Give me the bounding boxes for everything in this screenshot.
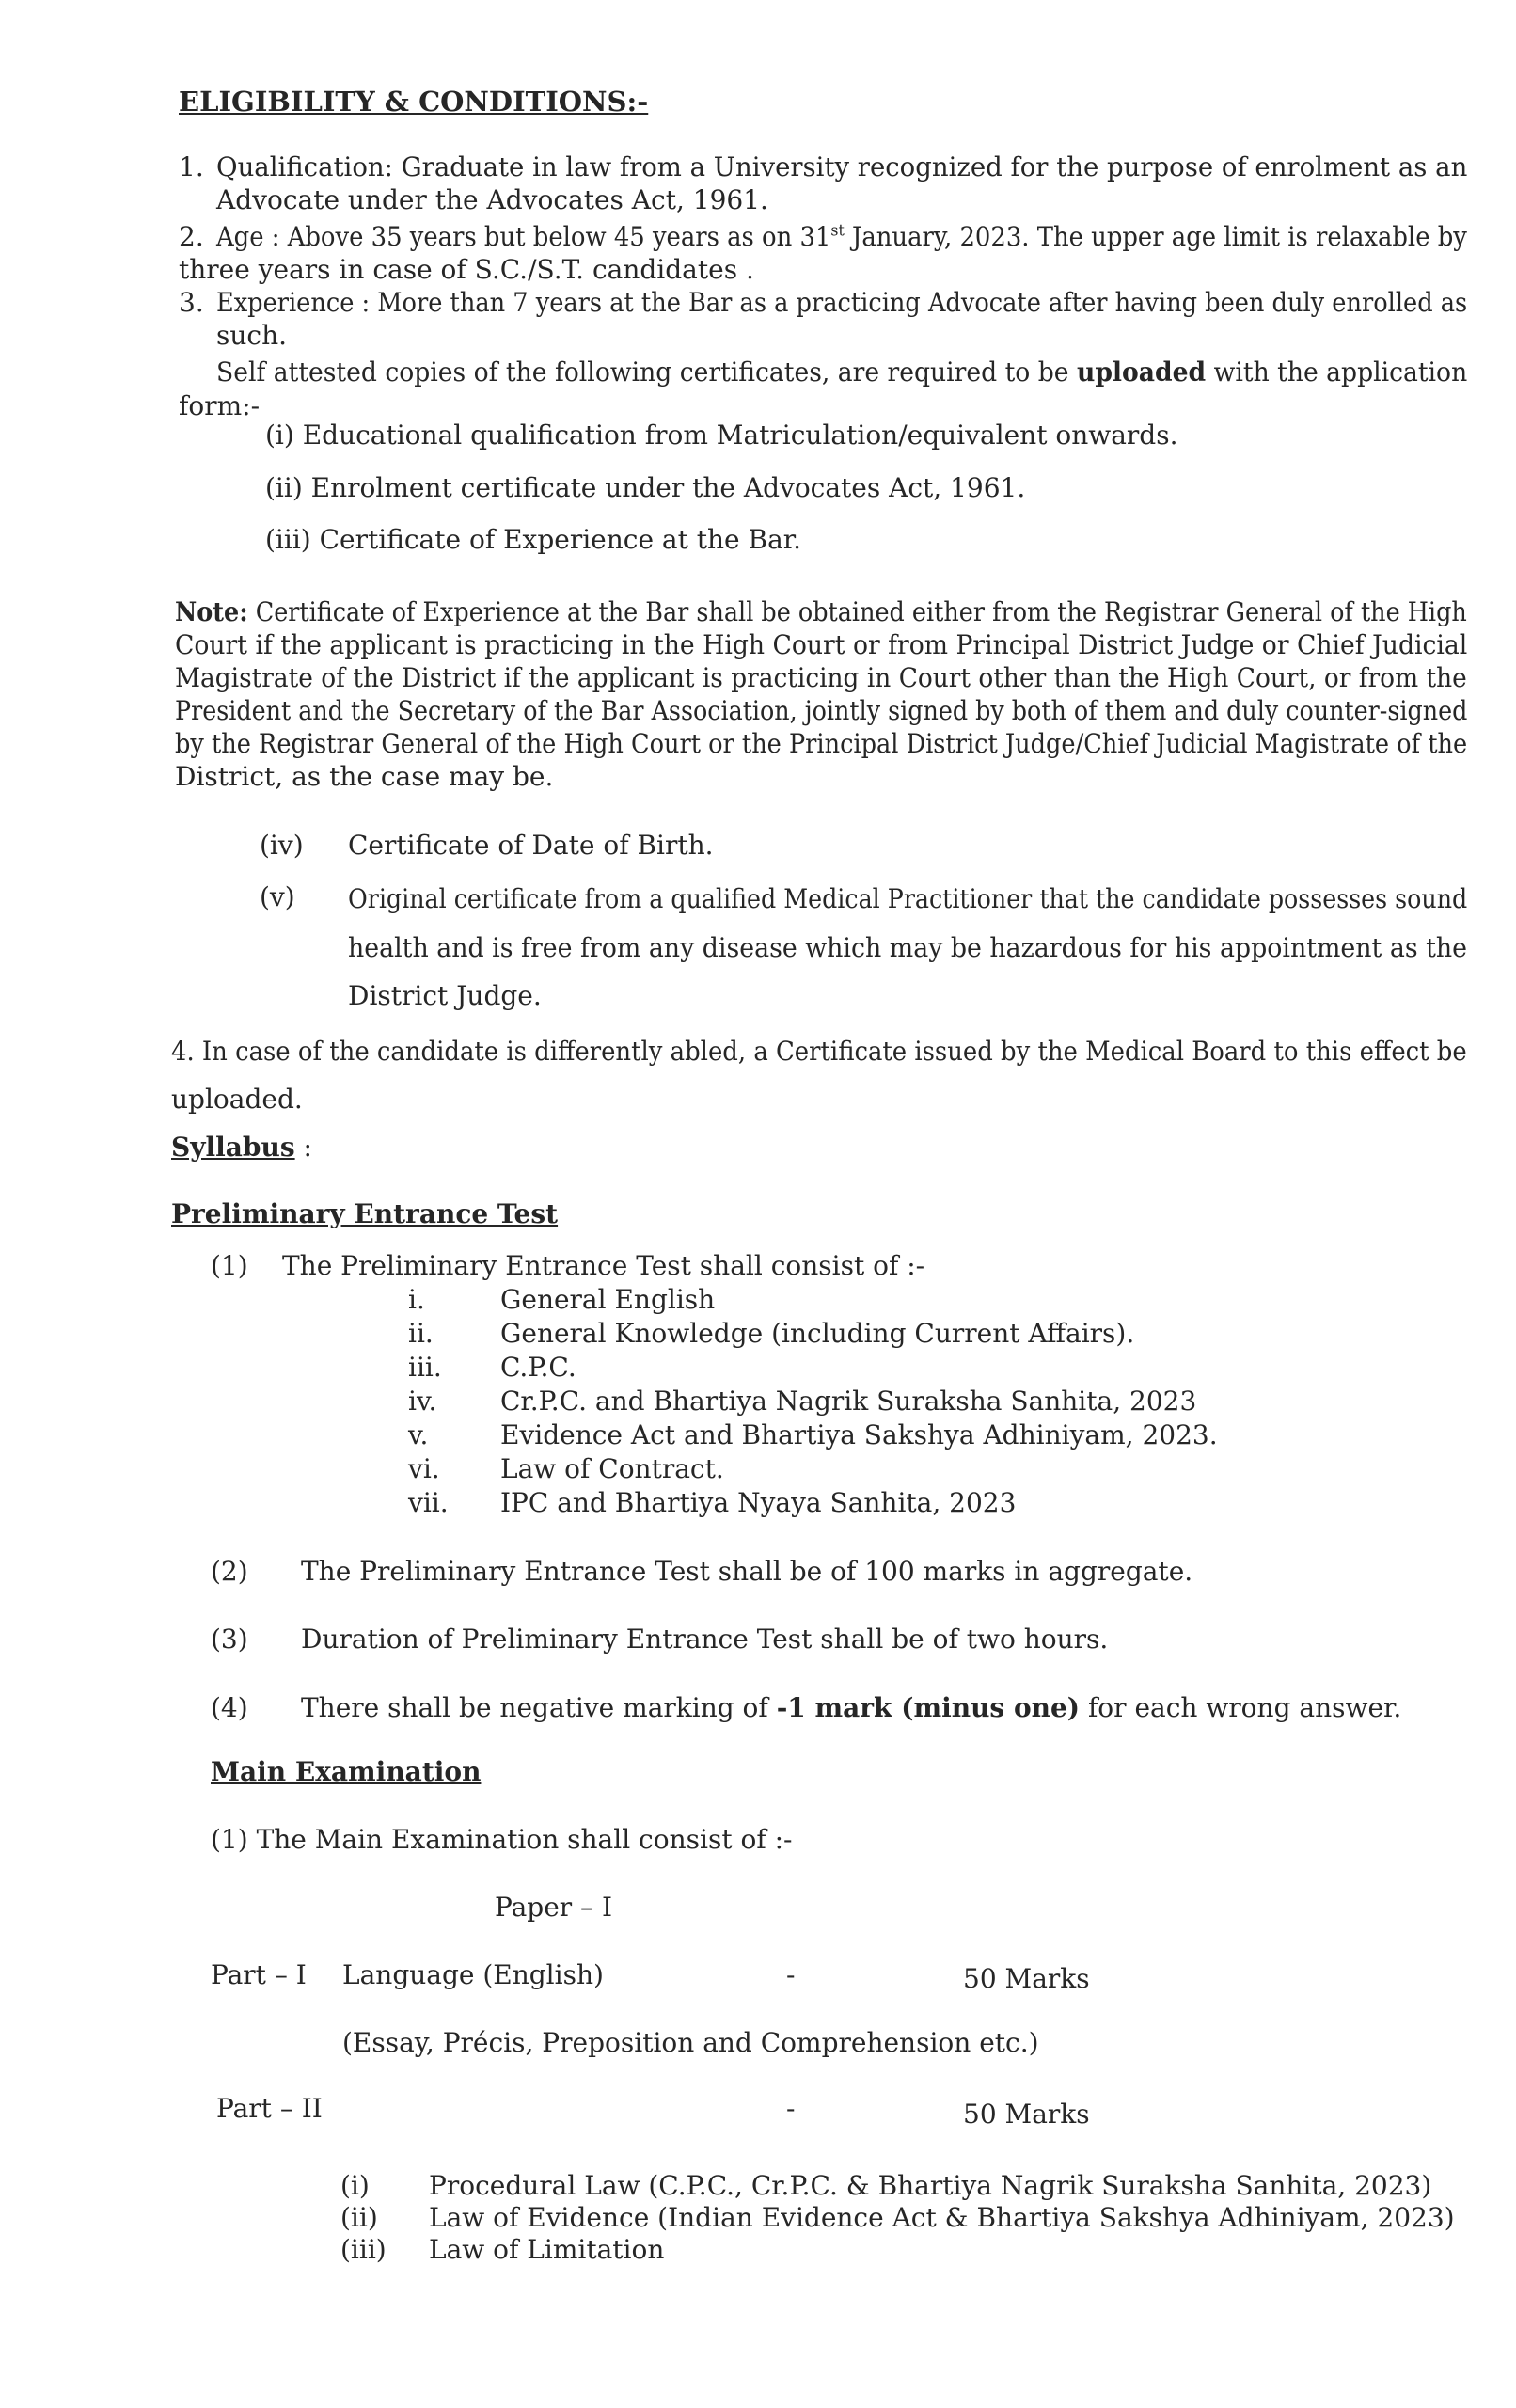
main-heading: Main Examination xyxy=(211,1756,482,1787)
condition-3-line2: such. xyxy=(216,320,288,351)
subject-text: C.P.C. xyxy=(500,1352,576,1383)
subject-text: General English xyxy=(500,1284,716,1315)
part-2-marks: 50 Marks xyxy=(963,2099,1090,2130)
subject-number: i. xyxy=(408,1284,425,1315)
condition-1-line2: Advocate under the Advocates Act, 1961. xyxy=(216,184,768,215)
prelim-point-text: There shall be negative marking of -1 mark (minus one) for each wrong answer. xyxy=(301,1692,1402,1723)
condition-3-line1: Experience : More than 7 years at the Bar as a practicing Advocate after having been duly enrolled as xyxy=(216,287,1468,318)
self-attested-line2: form:- xyxy=(179,390,261,421)
subject-number: iii. xyxy=(408,1352,442,1383)
syllabus-heading: Syllabus : xyxy=(171,1132,312,1163)
certificate-text: District Judge. xyxy=(348,980,542,1011)
certificate-text: health and is free from any disease which may be hazardous for his appointment as the xyxy=(348,932,1468,963)
prelim-point-number: (4) xyxy=(211,1692,248,1723)
certificate-number: (iv) xyxy=(260,830,304,861)
subject-number: v. xyxy=(408,1419,429,1450)
subject-text: Evidence Act and Bhartiya Sakshya Adhiniyam, 2023. xyxy=(500,1419,1218,1450)
subject-text: Law of Contract. xyxy=(500,1453,724,1484)
condition-1-number: 1. xyxy=(179,151,204,182)
subject-number: iv. xyxy=(408,1386,437,1417)
condition-3-number: 3. xyxy=(179,287,204,318)
condition-2-number: 2. xyxy=(179,221,204,252)
part-1-title: Language (English) xyxy=(342,1959,604,1990)
main-intro: (1) The Main Examination shall consist of :- xyxy=(211,1824,793,1855)
certificate-item: (i) Educational qualification from Matriculation/equivalent onwards. xyxy=(265,420,1178,451)
prelim-point-number: (2) xyxy=(211,1556,248,1587)
prelim-point-text: The Preliminary Entrance Test shall be of 100 marks in aggregate. xyxy=(301,1556,1193,1587)
eligibility-heading: ELIGIBILITY & CONDITIONS:- xyxy=(179,86,649,118)
note-line: President and the Secretary of the Bar Association, jointly signed by both of them and duly counter-signed xyxy=(175,695,1468,726)
part-2-item-number: (iii) xyxy=(340,2234,387,2265)
item-4-line2: uploaded. xyxy=(171,1084,303,1115)
part-2-label: Part – II xyxy=(216,2093,323,2124)
subject-text: IPC and Bhartiya Nyaya Sanhita, 2023 xyxy=(500,1487,1017,1518)
prelim-heading: Preliminary Entrance Test xyxy=(171,1198,559,1229)
prelim-point-text: Duration of Preliminary Entrance Test shall be of two hours. xyxy=(301,1624,1109,1655)
prelim-intro-number: (1) xyxy=(211,1250,248,1281)
subject-number: vi. xyxy=(408,1453,440,1484)
subject-text: General Knowledge (including Current Affairs). xyxy=(500,1318,1135,1349)
item-4-line1: 4. In case of the candidate is differently abled, a Certificate issued by the Medical Board to this effect be xyxy=(171,1036,1467,1067)
part-1-label: Part – I xyxy=(211,1959,307,1990)
part-2-item-text: Procedural Law (C.P.C., Cr.P.C. & Bhartiya Nagrik Suraksha Sanhita, 2023) xyxy=(429,2170,1432,2201)
part-2-item-number: (ii) xyxy=(340,2202,378,2233)
prelim-intro: The Preliminary Entrance Test shall consist of :- xyxy=(282,1250,925,1281)
condition-2-line1: Age : Above 35 years but below 45 years as on 31st January, 2023. The upper age limit is relaxable by xyxy=(216,221,1467,252)
part-1-marks: 50 Marks xyxy=(963,1963,1090,1994)
certificate-number: (v) xyxy=(260,881,295,912)
note-line: Court if the applicant is practicing in the High Court or from Principal District Judge or Chief Judicial xyxy=(175,629,1468,660)
part-1-note: (Essay, Précis, Preposition and Comprehension etc.) xyxy=(342,2027,1039,2058)
part-2-dash: - xyxy=(786,2093,796,2124)
certificate-text: Original certificate from a qualified Medical Practitioner that the candidate possesses sound xyxy=(348,883,1468,914)
part-1-dash: - xyxy=(786,1959,796,1990)
note-line: District, as the case may be. xyxy=(175,761,554,792)
note-line: Magistrate of the District if the applicant is practicing in Court other than the High Court, or from the xyxy=(175,662,1467,693)
certificate-item: (ii) Enrolment certificate under the Advocates Act, 1961. xyxy=(265,472,1026,503)
part-2-item-number: (i) xyxy=(340,2170,370,2201)
self-attested-line1: Self attested copies of the following certificates, are required to be uploaded with the application xyxy=(216,356,1468,388)
subject-text: Cr.P.C. and Bhartiya Nagrik Suraksha Sanhita, 2023 xyxy=(500,1386,1197,1417)
certificate-text: Certificate of Date of Birth. xyxy=(348,830,714,861)
subject-number: vii. xyxy=(408,1487,449,1518)
condition-1-line1: Qualification: Graduate in law from a University recognized for the purpose of enrolment as an xyxy=(216,151,1468,182)
certificate-item: (iii) Certificate of Experience at the Bar. xyxy=(265,524,801,555)
subject-number: ii. xyxy=(408,1318,434,1349)
part-2-item-text: Law of Evidence (Indian Evidence Act & Bhartiya Sakshya Adhiniyam, 2023) xyxy=(429,2202,1455,2233)
part-2-item-text: Law of Limitation xyxy=(429,2234,665,2265)
condition-2-line2: three years in case of S.C./S.T. candidates . xyxy=(179,254,754,285)
paper-title: Paper – I xyxy=(495,1892,613,1923)
note-line: Note: Certificate of Experience at the Bar shall be obtained either from the Registrar General of the High xyxy=(175,596,1467,627)
note-line: by the Registrar General of the High Court or the Principal District Judge/Chief Judicial Magistrate of the xyxy=(175,728,1468,759)
prelim-point-number: (3) xyxy=(211,1624,248,1655)
